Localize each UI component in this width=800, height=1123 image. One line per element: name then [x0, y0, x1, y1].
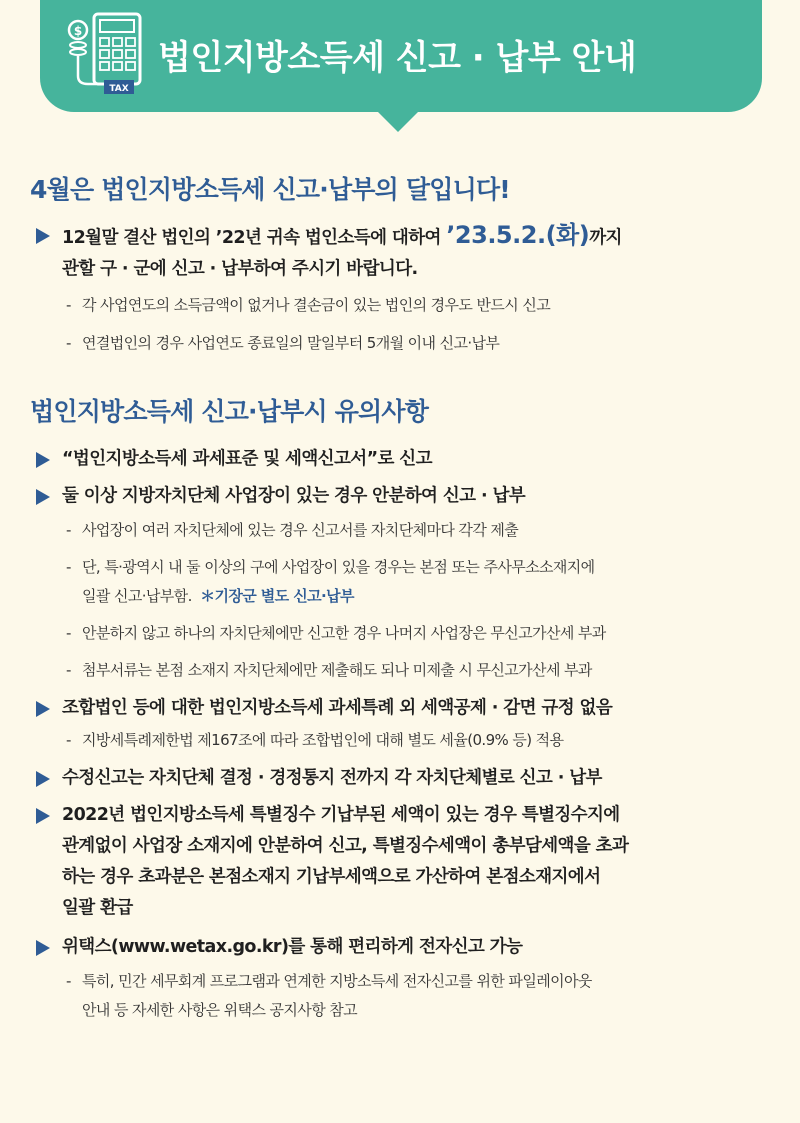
- triangle-bullet-icon: [36, 701, 50, 717]
- bullet-special-withholding: 2022년 법인지방소득세 특별징수 기납부된 세액이 있는 경우 특별징수지에 관계없이 사업장 소재지에 안분하여 신고, 특별징수세액이 총부담세액을 초과 하는 경우 초과분은 본점소재지 기납부세액으로 가산하여 본점소재지에서 일괄 환급: [30, 800, 775, 924]
- deadline-date: ’23.5.2.(화): [446, 221, 590, 249]
- tax-calculator-icon: [66, 10, 146, 102]
- svg-text:$: $: [73, 24, 83, 38]
- bullet-multi-site: 둘 이상 지방자치단체 사업장이 있는 경우 안분하여 신고 · 납부: [30, 481, 775, 512]
- page-title: 법인지방소득세 신고 · 납부 안내: [158, 38, 637, 78]
- section-title-notes: 법인지방소득세 신고·납부시 유의사항: [30, 397, 429, 426]
- section-title-deadline: 4월은 법인지방소득세 신고·납부의 달입니다!: [30, 175, 510, 204]
- triangle-bullet-icon: [36, 489, 50, 505]
- tax-label: TAX: [109, 84, 129, 94]
- sub-item: - 특히, 민간 세무회계 프로그램과 연계한 지방소득세 전자신고를 위한 파일레이아웃 안내 등 자세한 사항은 위택스 공지사항 참고: [66, 972, 592, 1019]
- bullet-deadline: 12월말 결산 법인의 ’22년 귀속 법인소득에 대하여 ’23.5.2.(화)까지 관할 구 · 군에 신고 · 납부하여 주시기 바랍니다.: [30, 220, 775, 285]
- bullet-cooperative: 조합법인 등에 대한 법인지방소득세 과세특례 외 세액공제 · 감면 규정 없음: [30, 693, 775, 724]
- main-content: [30, 170, 775, 1025]
- bullet-amendment: 수정신고는 자치단체 결정 · 경정통지 전까지 각 자치단체별로 신고 · 납부: [30, 763, 775, 794]
- triangle-bullet-icon: [36, 228, 50, 244]
- triangle-bullet-icon: [36, 452, 50, 468]
- triangle-bullet-icon: [36, 808, 50, 824]
- gijang-note: ＊기장군 별도 신고·납부: [200, 587, 354, 605]
- sub-item: - 사업장이 여러 자치단체에 있는 경우 신고서를 자치단체마다 각각 제출: [66, 521, 519, 539]
- banner-pointer: [376, 110, 420, 132]
- sub-item: - 안분하지 않고 하나의 자치단체에만 신고한 경우 나머지 사업장은 무신고가산세 부과: [66, 624, 606, 642]
- sub-item: - 연결법인의 경우 사업연도 종료일의 말일부터 5개월 이내 신고·납부: [66, 334, 500, 352]
- triangle-bullet-icon: [36, 771, 50, 787]
- bullet-form: “법인지방소득세 과세표준 및 세액신고서”로 신고: [30, 444, 775, 475]
- sub-item: - 첨부서류는 본점 소재지 자치단체에만 제출해도 되나 미제출 시 무신고가산세 부과: [66, 661, 592, 679]
- sub-item: - 각 사업연도의 소득금액이 없거나 결손금이 있는 법인의 경우도 반드시 신고: [66, 296, 551, 314]
- bullet-wetax: 위택스(www.wetax.go.kr)를 통해 편리하게 전자신고 가능: [30, 932, 775, 963]
- sub-item: - 지방세특례제한법 제167조에 따라 조합법인에 대해 별도 세율(0.9% 등) 적용: [66, 731, 564, 749]
- sub-item: - 단, 특·광역시 내 둘 이상의 구에 사업장이 있을 경우는 본점 또는 주사무소소재지에 일괄 신고·납부함. ＊기장군 별도 신고·납부: [66, 558, 595, 605]
- triangle-bullet-icon: [36, 940, 50, 956]
